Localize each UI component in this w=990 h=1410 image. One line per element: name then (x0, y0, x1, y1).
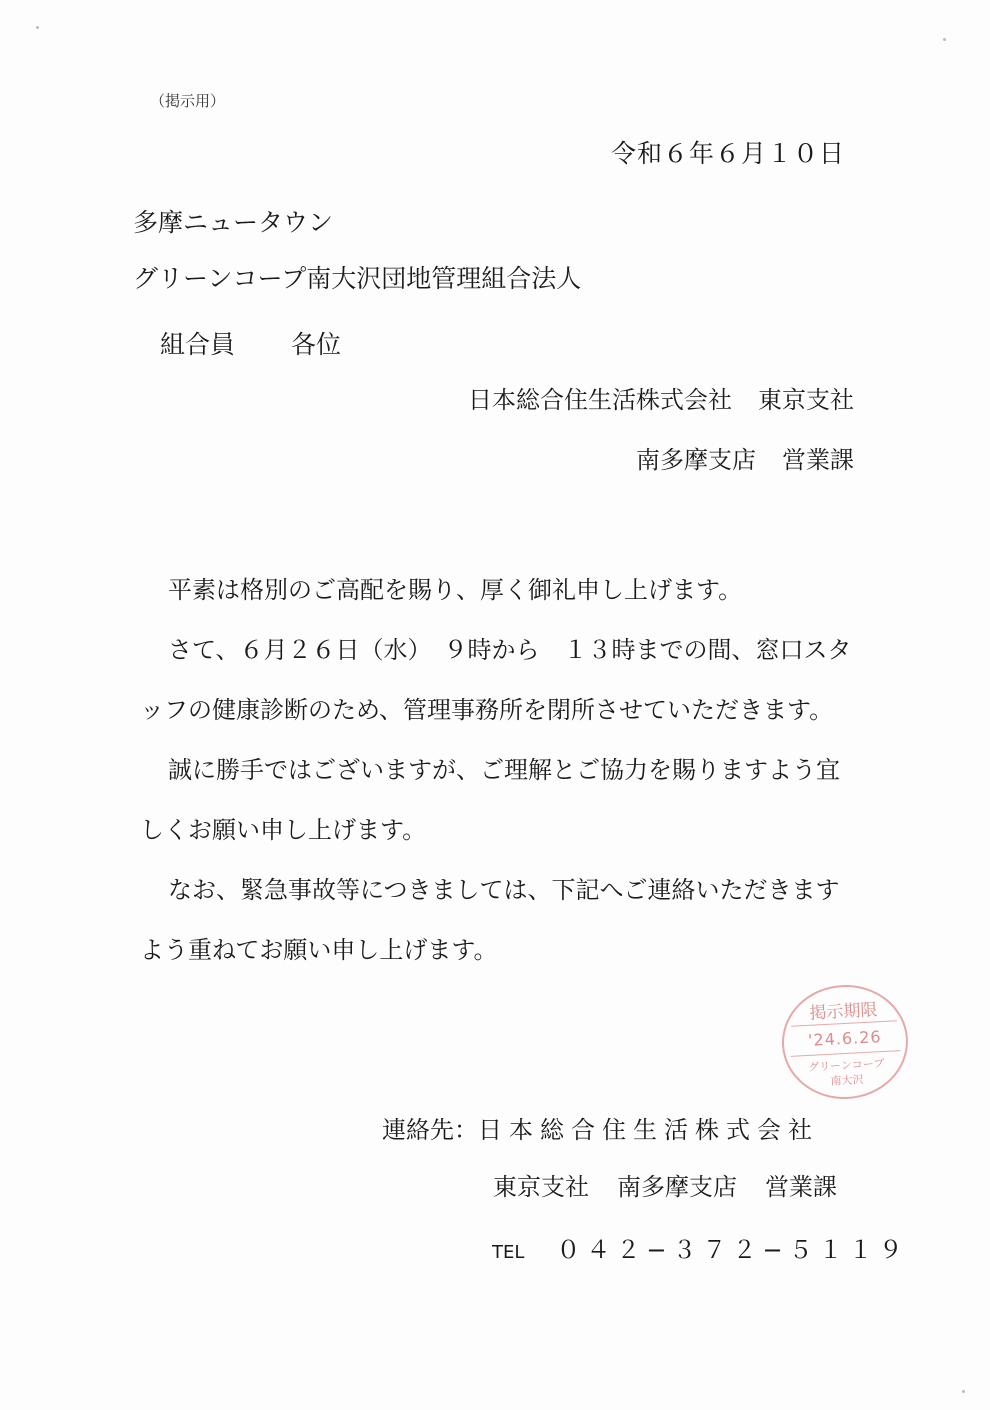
tel-number: ０４２−３７２−５１１９ (556, 1236, 909, 1264)
body-paragraph-emergency: なお、緊急事故等につきましては、下記へご連絡いただきますよう重ねてお願い申し上げます。 (140, 876, 840, 964)
notice-body (140, 560, 862, 980)
scan-speck (943, 38, 946, 41)
contact-label: 連絡先： (382, 1116, 478, 1144)
contact-line-3 (492, 1230, 909, 1265)
recipient-members: 組合員 (160, 330, 236, 359)
sender-line-1 (468, 380, 854, 415)
contact-line-1 (382, 1110, 819, 1145)
document-date: 令和６年６月１０日 (610, 139, 845, 168)
contact-line-2 (493, 1167, 837, 1202)
posting-deadline-stamp (779, 982, 911, 1102)
sender-company: 日本総合住生活株式会社 (468, 386, 732, 414)
posting-tag: （掲示用） (150, 92, 226, 110)
sender-office: 南多摩支店 (636, 446, 756, 474)
tel-label: TEL (492, 1242, 525, 1263)
sender-line-2 (636, 440, 854, 475)
contact-office: 南多摩支店 (617, 1173, 737, 1201)
contact-section: 営業課 (765, 1173, 837, 1201)
recipient-honorific: 各位 (291, 330, 342, 359)
contact-company: 日本総合住生活株式会社 (478, 1116, 819, 1144)
sender-section: 営業課 (782, 446, 854, 474)
recipient-line-3 (160, 325, 341, 361)
body-paragraph-closure: さて、６月２６日（水） ９時から １３時までの間、窓口スタッフの健康診断のため、管理事務所を閉所させていただきます。 (140, 636, 852, 724)
stamp-organization: グリーンコープ (807, 1056, 885, 1074)
contact-branch: 東京支社 (493, 1173, 589, 1201)
stamp-date: '24.6.26 (807, 1027, 882, 1050)
stamp-title: 掲示期限 (808, 1000, 878, 1024)
sender-branch: 東京支社 (758, 386, 854, 414)
stamp-sub: 南大沢 (830, 1073, 864, 1088)
scan-speck (36, 26, 39, 29)
scan-speck (962, 1390, 965, 1393)
body-paragraph-greeting: 平素は格別のご高配を賜り、厚く御礼申し上げます。 (168, 576, 743, 604)
body-paragraph-apology: 誠に勝手ではございますが、ご理解とご協力を賜りますよう宜しくお願い申し上げます。 (140, 756, 840, 844)
recipient-line-2: グリーンコープ南大沢団地管理組合法人 (133, 264, 582, 293)
recipient-line-1: 多摩ニュータウン (133, 208, 334, 237)
